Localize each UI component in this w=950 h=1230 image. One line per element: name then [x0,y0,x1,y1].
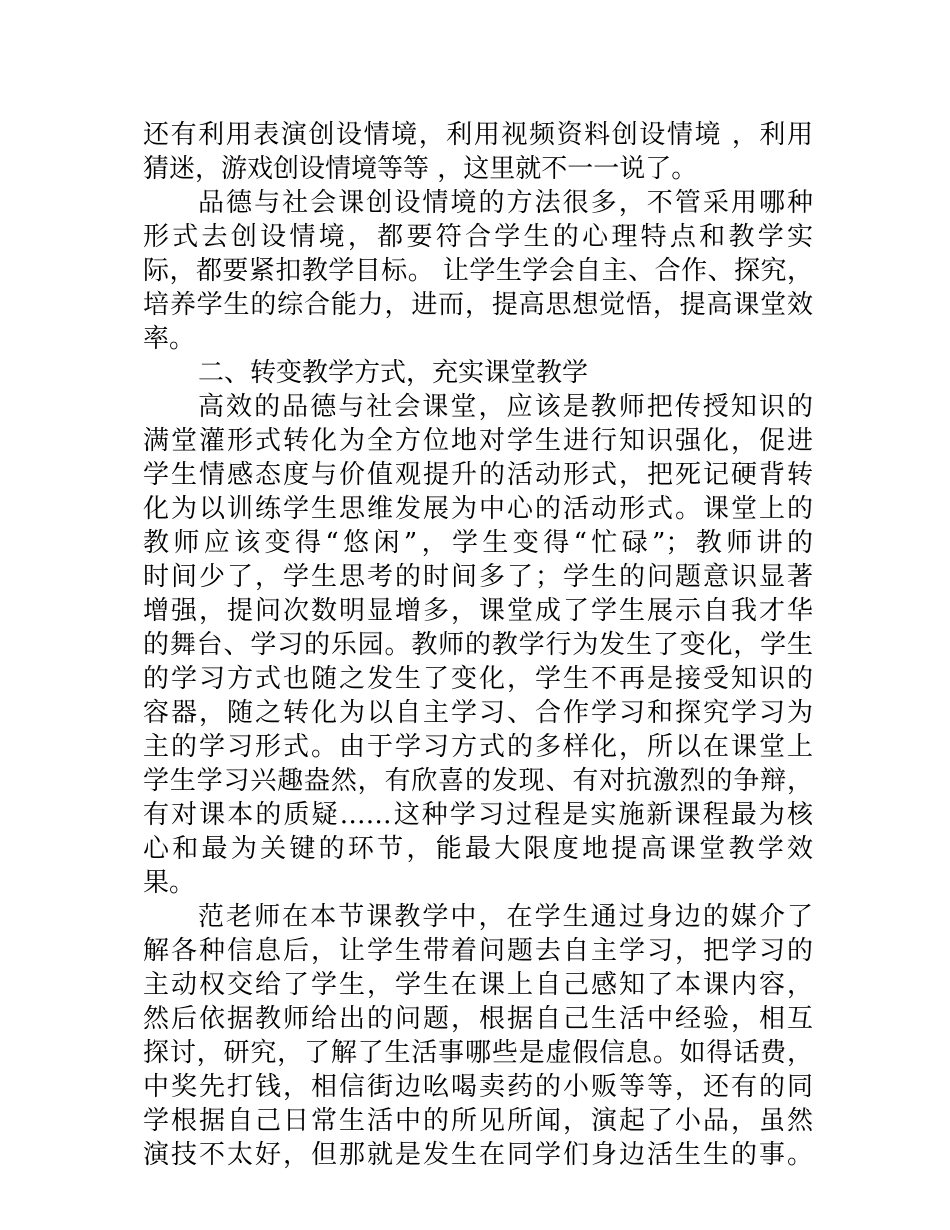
text-line: 化为以训练学生思维发展为中心的活动形式。课堂上的 [143,494,813,524]
text-line: 率。 [143,324,196,354]
text-line: 形式去创设情境，都要符合学生的心理特点和教学实 [143,222,813,252]
text-line: 学生情感态度与价值观提升的活动形式，把死记硬背转 [143,460,813,490]
text-line: 还有利用表演创设情境，利用视频资料创设情境 ，利用 [143,120,813,150]
text-line: 有对课本的质疑……这种学习过程是实施新课程最为核 [143,800,813,830]
body-text [143,118,813,1172]
text-line: 中奖先打钱，相信街边吆喝卖药的小贩等等，还有的同 [143,1072,813,1102]
text-line: 果。 [143,868,196,898]
section-heading: 二、转变教学方式，充实课堂教学 [198,358,589,388]
text-line: 探讨，研究，了解了生活事哪些是虚假信息。如得话费， [143,1038,813,1068]
text-line: 主的学习形式。由于学习方式的多样化，所以在课堂上 [143,732,813,762]
text-line: 学生学习兴趣盎然，有欣喜的发现、有对抗激烈的争辩， [143,766,813,796]
text-line: 的舞台、学习的乐园。教师的教学行为发生了变化，学生 [143,630,813,660]
text-line: 容器，随之转化为以自主学习、合作学习和探究学习为 [143,698,813,728]
text-line: 际，都要紧扣教学目标。 让学生学会自主、合作、探究， [143,256,813,286]
text-line: 培养学生的综合能力，进而，提高思想觉悟，提高课堂效 [143,290,813,320]
paragraph-first-line: 品德与社会课创设情境的方法很多，不管采用哪种 [198,188,813,218]
text-line: 增强，提问次数明显增多，课堂成了学生展示自我才华 [143,596,813,626]
text-line: 猜迷，游戏创设情境等等 ，这里就不一一说了。 [143,154,698,184]
text-line: 的学习方式也随之发生了变化，学生不再是接受知识的 [143,664,813,694]
text-line: 学根据自己日常生活中的所见所闻，演起了小品，虽然 [143,1106,813,1136]
text-line: 主动权交给了学生，学生在课上自己感知了本课内容， [143,970,813,1000]
paragraph-first-line: 范老师在本节课教学中，在学生通过身边的媒介了 [198,902,813,932]
paragraph-first-line: 高效的品德与社会课堂，应该是教师把传授知识的 [198,392,813,422]
text-line: 教师应该变得“悠闲”，学生变得“忙碌”；教师讲的 [143,528,813,558]
text-line: 解各种信息后，让学生带着问题去自主学习，把学习的 [143,936,813,966]
text-line: 演技不太好，但那就是发生在同学们身边活生生的事。 [143,1140,813,1170]
text-line: 时间少了，学生思考的时间多了；学生的问题意识显著 [143,562,813,592]
text-line: 心和最为关键的环节，能最大限度地提高课堂教学效 [143,834,813,864]
text-line: 然后依据教师给出的问题，根据自己生活中经验，相互 [143,1004,813,1034]
text-line: 满堂灌形式转化为全方位地对学生进行知识强化，促进 [143,426,813,456]
